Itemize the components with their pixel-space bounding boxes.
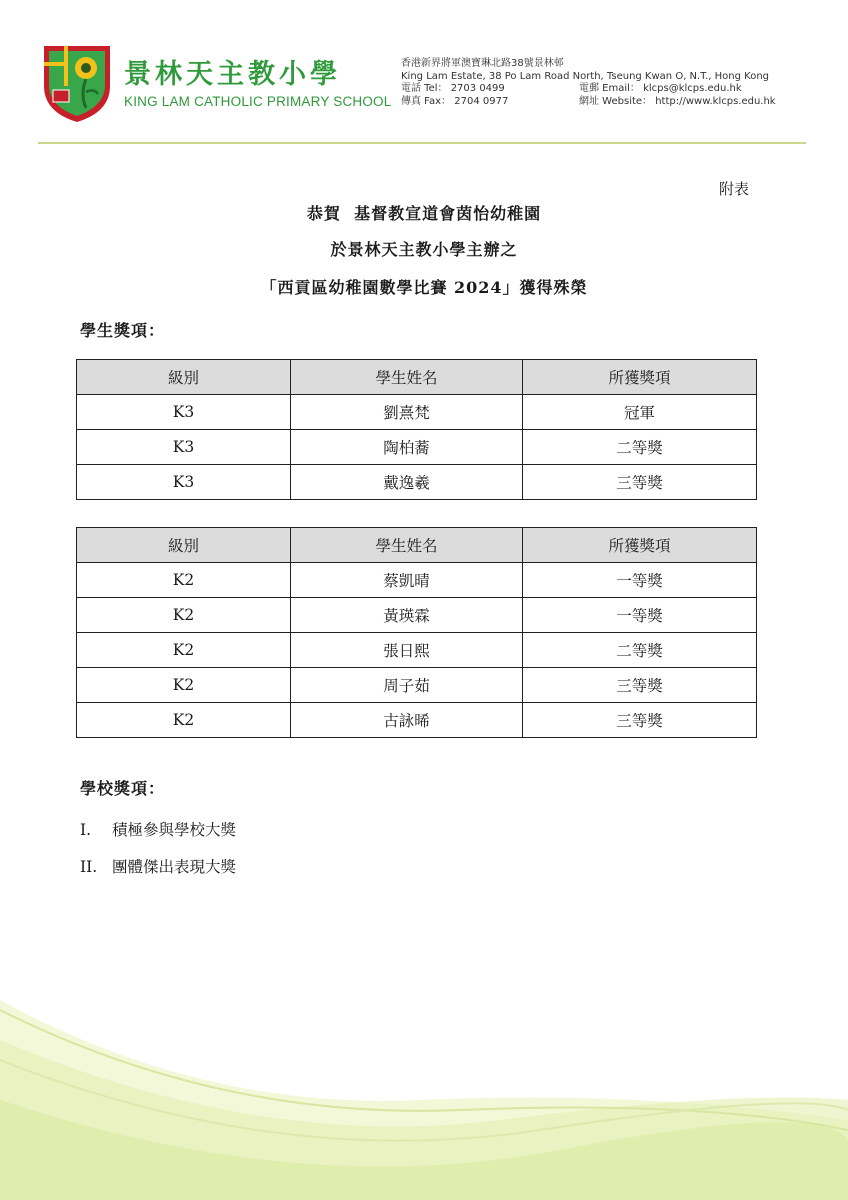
col-header-name: 學生姓名 bbox=[291, 360, 523, 395]
cell-name: 張日熙 bbox=[291, 633, 523, 668]
decorative-waves bbox=[0, 980, 848, 1200]
cell-name: 蔡凱晴 bbox=[291, 563, 523, 598]
cell-name: 古詠晞 bbox=[291, 703, 523, 738]
cell-grade: K2 bbox=[77, 598, 291, 633]
student-awards-heading: 學生獎項： bbox=[80, 321, 166, 340]
cell-award: 三等獎 bbox=[523, 703, 757, 738]
table-row bbox=[77, 395, 757, 430]
table-row bbox=[77, 465, 757, 500]
col-header-award: 所獲獎項 bbox=[523, 528, 757, 563]
cell-name: 戴逸羲 bbox=[291, 465, 523, 500]
award-number: II. bbox=[80, 858, 98, 876]
address-zh: 香港新界將軍澳寶琳北路38號景林邨 bbox=[401, 58, 564, 69]
col-header-award: 所獲獎項 bbox=[523, 360, 757, 395]
table-header-row bbox=[77, 528, 757, 563]
table-header-row bbox=[77, 360, 757, 395]
table-row bbox=[77, 598, 757, 633]
title-line-3: 「西貢區幼稚園數學比賽 2024」獲得殊榮 bbox=[260, 278, 588, 297]
table-row bbox=[77, 563, 757, 598]
cell-name: 黃瑛霖 bbox=[291, 598, 523, 633]
cell-grade: K2 bbox=[77, 703, 291, 738]
cell-grade: K3 bbox=[77, 430, 291, 465]
cell-grade: K3 bbox=[77, 395, 291, 430]
cell-award: 一等獎 bbox=[523, 598, 757, 633]
website: 網址 Website： http://www.klcps.edu.hk bbox=[579, 95, 776, 107]
cell-award: 三等獎 bbox=[523, 668, 757, 703]
table-row bbox=[77, 668, 757, 703]
cell-award: 二等獎 bbox=[523, 430, 757, 465]
school-awards-heading: 學校獎項： bbox=[80, 779, 166, 798]
address-en: King Lam Estate, 38 Po Lam Road North, Tseung Kwan O, N.T., Hong Kong bbox=[401, 70, 770, 82]
award-label: 積極參與學校大獎 bbox=[112, 821, 237, 839]
table-row bbox=[77, 430, 757, 465]
contact-row-1 bbox=[401, 83, 776, 96]
cell-name: 劉熹梵 bbox=[291, 395, 523, 430]
cell-grade: K3 bbox=[77, 465, 291, 500]
cell-grade: K2 bbox=[77, 563, 291, 598]
school-name-en: KING LAM CATHOLIC PRIMARY SCHOOL bbox=[124, 94, 392, 109]
table-row bbox=[77, 703, 757, 738]
cell-award: 冠軍 bbox=[523, 395, 757, 430]
col-header-grade: 級別 bbox=[77, 360, 291, 395]
school-name-zh: 景林天主教小學 bbox=[124, 59, 341, 90]
school-award-item bbox=[80, 855, 236, 877]
cell-award: 二等獎 bbox=[523, 633, 757, 668]
title-line-1: 恭賀 基督教宣道會茵怡幼稚園 bbox=[306, 204, 542, 223]
school-award-item bbox=[80, 818, 236, 840]
contact-row-2 bbox=[401, 96, 776, 109]
fax: 傳真 Fax： 2704 0977 bbox=[401, 95, 509, 107]
awards-table-k3 bbox=[76, 359, 757, 500]
awards-table-k2 bbox=[76, 527, 757, 738]
annex-label: 附表 bbox=[719, 180, 750, 198]
title-line-2: 於景林天主教小學主辦之 bbox=[330, 240, 518, 259]
tel: 電話 Tel： 2703 0499 bbox=[401, 83, 505, 94]
cell-grade: K2 bbox=[77, 668, 291, 703]
header-divider bbox=[38, 142, 806, 144]
cell-name: 陶柏蕎 bbox=[291, 430, 523, 465]
cell-award: 三等獎 bbox=[523, 465, 757, 500]
col-header-name: 學生姓名 bbox=[291, 528, 523, 563]
col-header-grade: 級別 bbox=[77, 528, 291, 563]
table-row bbox=[77, 633, 757, 668]
cell-award: 一等獎 bbox=[523, 563, 757, 598]
school-logo bbox=[40, 42, 114, 124]
cell-name: 周子茹 bbox=[291, 668, 523, 703]
award-label: 團體傑出表現大獎 bbox=[112, 858, 237, 876]
email: 電郵 Email： klcps@klcps.edu.hk bbox=[579, 83, 742, 94]
award-number: I. bbox=[80, 821, 92, 839]
cell-grade: K2 bbox=[77, 633, 291, 668]
contact-block bbox=[401, 58, 776, 108]
